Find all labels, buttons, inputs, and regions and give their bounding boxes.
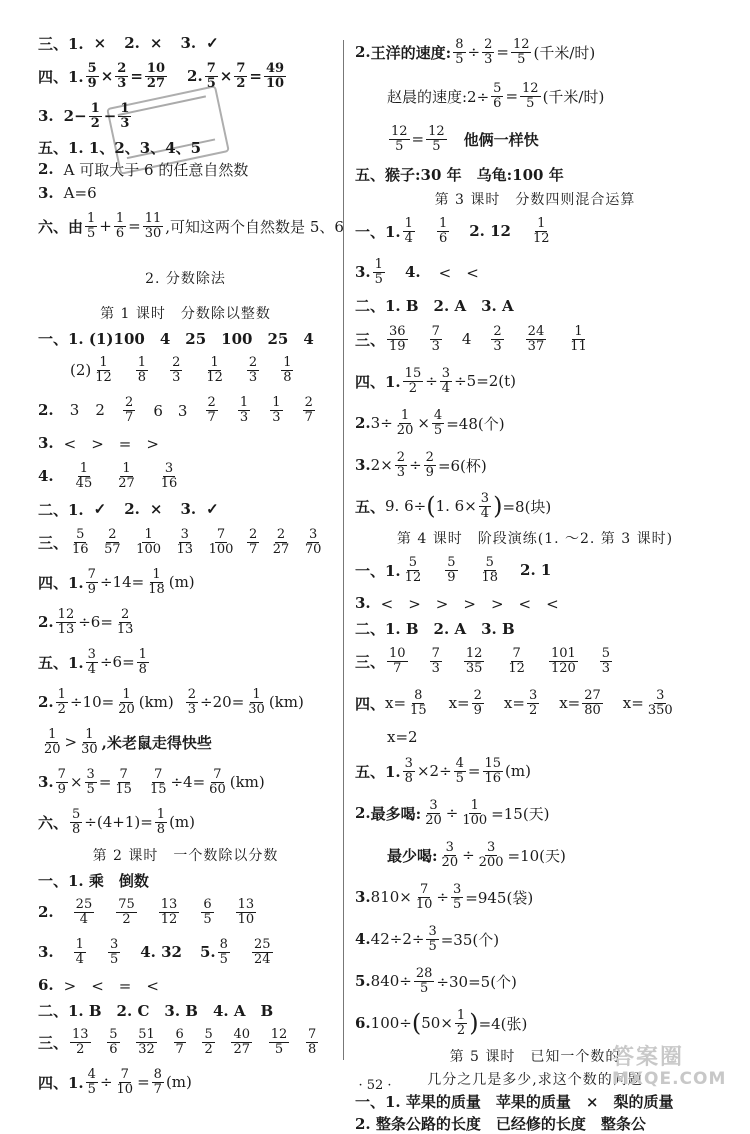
fraction: $\frac{13}{12}$ [160, 896, 178, 927]
fraction: $\frac{1}{100}$ [136, 526, 161, 557]
section-heading: 2. 分数除法 [145, 271, 226, 287]
fraction: $\frac{2}{57}$ [104, 526, 121, 557]
lesson-heading: 几分之几是多少,求这个数的问题 [427, 1072, 643, 1088]
lesson-heading: 第 5 课时 已知一个数的 [449, 1049, 621, 1065]
fraction: $\frac{1}{12}$ [206, 354, 223, 385]
answer-line: 五、1. $\frac{3}{8}$ ×2÷ $\frac{4}{5}$ = $\frac{15}{16}$ (m) [355, 755, 531, 786]
fraction: $\frac{7}{12}$ [508, 645, 525, 676]
answer-line: 3. $\frac{7}{9}$ × $\frac{3}{5}$ = $\frac{7}{15}$ $\frac{7}{15}$ ÷4= $\frac{7}{60}$ (km) [38, 766, 265, 797]
answer-line: 二、1. ✓ 2. × 3. ✓ [38, 500, 219, 519]
fraction: $\frac{3}{2}$ [528, 687, 538, 718]
fraction: $\frac{12}{35}$ [465, 645, 483, 676]
answer-line: 2. $\frac{12}{13}$ ÷6= $\frac{2}{13}$ [38, 606, 134, 637]
answer-line: 五、猴子:30 年 乌龟:100 年 [355, 165, 564, 184]
answer-line: (2) $\frac{1}{12}$ $\frac{1}{8}$ $\frac{2}{3}$ $\frac{1}{12}$ $\frac{2}{3}$ $\frac{1}{8}$ [70, 354, 292, 385]
fraction: $\frac{101}{120}$ [550, 645, 576, 676]
answer-line: 三、 $\frac{10}{7}$ $\frac{7}{3}$ $\frac{12}{35}$ $\frac{7}{12}$ $\frac{101}{120}$ $\frac{5}{3}$ [355, 645, 611, 676]
fraction: $\frac{1}{5}$ [374, 256, 383, 287]
fraction: $\frac{5}{3}$ [601, 645, 611, 676]
answer-line: $\frac{1}{20}$ > $\frac{1}{30}$ ,米老鼠走得快些 [44, 726, 212, 757]
answer-line: 3. 2× $\frac{2}{3}$ ÷ $\frac{2}{9}$ =6(杯) [355, 449, 487, 480]
answer-line: 四、 x= $\frac{8}{15}$ x= $\frac{2}{9}$ x= $\frac{3}{2}$ x= $\frac{27}{80}$ x= $\frac{3}{350}$ [355, 687, 673, 718]
fraction: $\frac{2}{7}$ [248, 526, 258, 557]
fraction: $\frac{5}{6}$ [109, 1026, 118, 1057]
fraction: $\frac{2}{7}$ [304, 394, 313, 425]
lesson-heading: 第 4 课时 阶段演练(1. ～2. 第 3 课时) [396, 531, 674, 547]
answer-line: 二、1. B 2. C 3. B 4. A B [38, 1001, 274, 1020]
answer-line: 3. < > = > [38, 434, 159, 453]
fraction: $\frac{1}{4}$ [75, 936, 84, 967]
fraction: $\frac{36}{19}$ [389, 323, 406, 354]
fraction: $\frac{2}{7}$ [125, 394, 134, 425]
answer-line: 二、1. B 2. A 3. B [355, 619, 515, 638]
fraction: $\frac{1}{3}$ [239, 394, 249, 425]
fraction: $\frac{1}{8}$ [283, 354, 292, 385]
watermark-logo: 答案圈 MXQE.COM [612, 1045, 727, 1089]
fraction: $\frac{1}{6}$ [438, 215, 448, 246]
fraction: $\frac{51}{32}$ [138, 1026, 155, 1057]
answer-line: 6. 100÷ ( 50× $\frac{1}{2}$ ) =4(张) [355, 1007, 528, 1038]
answer-line: 2. $\frac{1}{2}$ ÷10= $\frac{1}{20}$ (km) $\frac{2}{3}$ ÷20= $\frac{1}{30}$ (km) [38, 686, 304, 717]
fraction: $\frac{1}{8}$ [137, 354, 147, 385]
answer-line: 2. 3 2 $\frac{2}{7}$ 6 3 $\frac{2}{7}$ $\frac{1}{3}$ $\frac{1}{3}$ $\frac{2}{7}$ [38, 394, 313, 425]
fraction: $\frac{1}{27}$ [118, 460, 135, 491]
fraction: $\frac{5}{16}$ [72, 526, 89, 557]
fraction: $\frac{6}{7}$ [175, 1026, 184, 1057]
answer-line: 3. $\frac{1}{5}$ 4. < < [355, 256, 479, 287]
answer-line: 2. 最多喝: $\frac{3}{20}$ ÷ $\frac{1}{100}$ =15(天) [355, 797, 550, 828]
fraction: $\frac{1}{12}$ [533, 215, 550, 246]
fraction: $\frac{27}{80}$ [584, 687, 601, 718]
fraction: $\frac{2}{3}$ [493, 323, 502, 354]
answer-line: 三、 $\frac{36}{19}$ $\frac{7}{3}$ 4 $\frac{2}{3}$ $\frac{24}{37}$ $\frac{1}{11}$ [355, 323, 587, 354]
answer-line: 五、1. $\frac{3}{4}$ ÷6= $\frac{1}{8}$ [38, 646, 147, 677]
answer-line: 2. 3÷ $\frac{1}{20}$ × $\frac{4}{5}$ =48(个) [355, 407, 505, 438]
answer-line: 五、 9. 6÷ ( 1. 6× $\frac{3}{4}$ ) =8(块) [355, 490, 552, 521]
fraction: $\frac{24}{37}$ [527, 323, 545, 354]
answer-line: 四、1. $\frac{5}{9}$ × $\frac{2}{3}$ = $\frac{10}{27}$ 2. $\frac{7}{5}$ × $\frac{7}{2}$ = $\frac{49}{10}$ [38, 60, 285, 91]
fraction: $\frac{8}{15}$ [410, 687, 427, 718]
fraction: $\frac{1}{11}$ [570, 323, 587, 354]
fraction: $\frac{75}{2}$ [118, 896, 135, 927]
answer-line: 赵晨的速度:2÷ $\frac{5}{6}$ = $\frac{12}{5}$ (千米/时) [387, 80, 605, 111]
fraction: $\frac{1}{3}$ [272, 394, 281, 425]
fraction: $\frac{6}{5}$ [203, 896, 212, 927]
answer-line: 3. A=6 [38, 184, 97, 202]
fraction: $\frac{25}{4}$ [75, 896, 93, 927]
fraction: $\frac{3}{70}$ [304, 526, 322, 557]
answer-line: 3. 2− $\frac{1}{2}$ − $\frac{1}{3}$ [38, 100, 130, 131]
answer-line: 三、1. × 2. × 3. ✓ [38, 34, 219, 53]
fraction: $\frac{5}{12}$ [404, 554, 422, 585]
fraction: $\frac{40}{27}$ [233, 1026, 251, 1057]
fraction: $\frac{8}{5}$ [219, 936, 228, 967]
fraction: $\frac{10}{7}$ [389, 645, 406, 676]
fraction: $\frac{13}{10}$ [237, 896, 255, 927]
answer-line: 2. 整条公路的长度 已经修的长度 整条公 [355, 1114, 646, 1133]
answer-line: $\frac{12}{5}$ = $\frac{12}{5}$ 他俩一样快 [391, 123, 539, 154]
answer-line: 2. $\frac{25}{4}$ $\frac{75}{2}$ $\frac{13}{12}$ $\frac{6}{5}$ $\frac{13}{10}$ [38, 896, 255, 927]
answer-line: 4. 42÷2÷ $\frac{3}{5}$ =35(个) [355, 923, 500, 954]
answer-line: 三、 $\frac{5}{16}$ $\frac{2}{57}$ $\frac{1}{100}$ $\frac{3}{13}$ $\frac{7}{100}$ $\frac{2}{7}$ $\frac{2}{27}$ $\frac{3}{70}$ [38, 526, 322, 557]
fraction: $\frac{13}{2}$ [72, 1026, 89, 1057]
answer-line: 二、1. B 2. A 3. A [355, 296, 514, 315]
fraction: $\frac{2}{27}$ [272, 526, 290, 557]
fraction: $\frac{2}{3}$ [172, 354, 181, 385]
fraction: $\frac{12}{5}$ [270, 1026, 288, 1057]
fraction: $\frac{25}{24}$ [253, 936, 271, 967]
fraction: $\frac{3}{13}$ [176, 526, 194, 557]
answer-line: 一、1. 乘 倒数 [38, 871, 149, 890]
answer-line: 3. < > > > > < < [355, 594, 559, 613]
answer-line: 2. 王洋的速度: $\frac{8}{5}$ ÷ $\frac{2}{3}$ = $\frac{12}{5}$ (千米/时) [355, 36, 596, 67]
answer-line: 四、1. $\frac{4}{5}$ ÷ $\frac{7}{10}$ = $\frac{8}{7}$ (m) [38, 1066, 192, 1097]
answer-line: 6. > < = < [38, 976, 159, 995]
fraction: $\frac{5}{2}$ [204, 1026, 213, 1057]
right-column [355, 30, 715, 1134]
answer-line: 最少喝: $\frac{3}{20}$ ÷ $\frac{3}{200}$ =10(天) [387, 839, 566, 870]
answer-line: 3. $\frac{1}{4}$ $\frac{3}{5}$ 4. 32 5. $\frac{8}{5}$ $\frac{25}{24}$ [38, 936, 271, 967]
answer-line: 三、 $\frac{13}{2}$ $\frac{5}{6}$ $\frac{51}{32}$ $\frac{6}{7}$ $\frac{5}{2}$ $\frac{40}{27}$ $\frac{12}{5}$ $\frac{7}{8}$ [38, 1026, 317, 1057]
fraction: $\frac{5}{9}$ [447, 554, 456, 585]
answer-line: 一、1. (1)100 4 25 100 25 4 [38, 329, 314, 348]
fraction: $\frac{2}{7}$ [207, 394, 216, 425]
fraction: $\frac{2}{3}$ [248, 354, 258, 385]
lesson-heading: 第 3 课时 分数四则混合运算 [434, 192, 636, 208]
column-divider [343, 40, 344, 1060]
fraction: $\frac{3}{350}$ [647, 687, 673, 718]
fraction: $\frac{7}{3}$ [431, 645, 440, 676]
fraction: $\frac{3}{5}$ [109, 936, 119, 967]
answer-line: 四、1. $\frac{15}{2}$ ÷ $\frac{3}{4}$ ÷5=2(t) [355, 365, 517, 396]
fraction: $\frac{7}{8}$ [307, 1026, 317, 1057]
fraction: $\frac{5}{18}$ [481, 554, 499, 585]
answer-line: 六、由 $\frac{1}{5}$ + $\frac{1}{6}$ = $\frac{11}{30}$ ,可知这两个自然数是 5、6 [38, 210, 344, 241]
answer-line: 一、1. 苹果的质量 苹果的质量 × 梨的质量 [355, 1092, 674, 1111]
fraction: $\frac{1}{12}$ [95, 354, 112, 385]
answer-line: 4. $\frac{1}{45}$ $\frac{1}{27}$ $\frac{3}{16}$ [38, 460, 178, 491]
answer-line: 一、1. $\frac{5}{12}$ $\frac{5}{9}$ $\frac{5}{18}$ 2. 1 [355, 554, 552, 585]
fraction: $\frac{3}{16}$ [160, 460, 178, 491]
answer-line: 五、1. 1、2、3、4、5 [38, 138, 202, 157]
left-column [38, 30, 344, 1102]
fraction: $\frac{7}{100}$ [208, 526, 234, 557]
page-number: · 52 · [358, 1078, 392, 1093]
answer-line: 六、 $\frac{5}{8}$ ÷(4+1)= $\frac{1}{8}$ (m) [38, 806, 196, 837]
answer-line: 一、1. $\frac{1}{4}$ $\frac{1}{6}$ 2. 12 $\frac{1}{12}$ [355, 215, 550, 246]
answer-line: 3. 810× $\frac{7}{10}$ ÷ $\frac{3}{5}$ =945(袋) [355, 881, 534, 912]
fraction: $\frac{2}{9}$ [473, 687, 482, 718]
lesson-heading: 第 2 课时 一个数除以分数 [92, 848, 279, 864]
fraction: $\frac{1}{45}$ [75, 460, 93, 491]
answer-line: x=2 [387, 728, 418, 746]
answer-line: 2. A 可取大于 6 的任意自然数 [38, 160, 249, 179]
fraction: $\frac{1}{4}$ [404, 215, 413, 246]
lesson-heading: 第 1 课时 分数除以整数 [100, 306, 271, 322]
fraction: $\frac{7}{3}$ [431, 323, 440, 354]
answer-line: 四、1. $\frac{7}{9}$ ÷14= $\frac{1}{18}$ (m) [38, 566, 195, 597]
answer-line: 5. 840÷ $\frac{28}{5}$ ÷30=5(个) [355, 965, 517, 996]
